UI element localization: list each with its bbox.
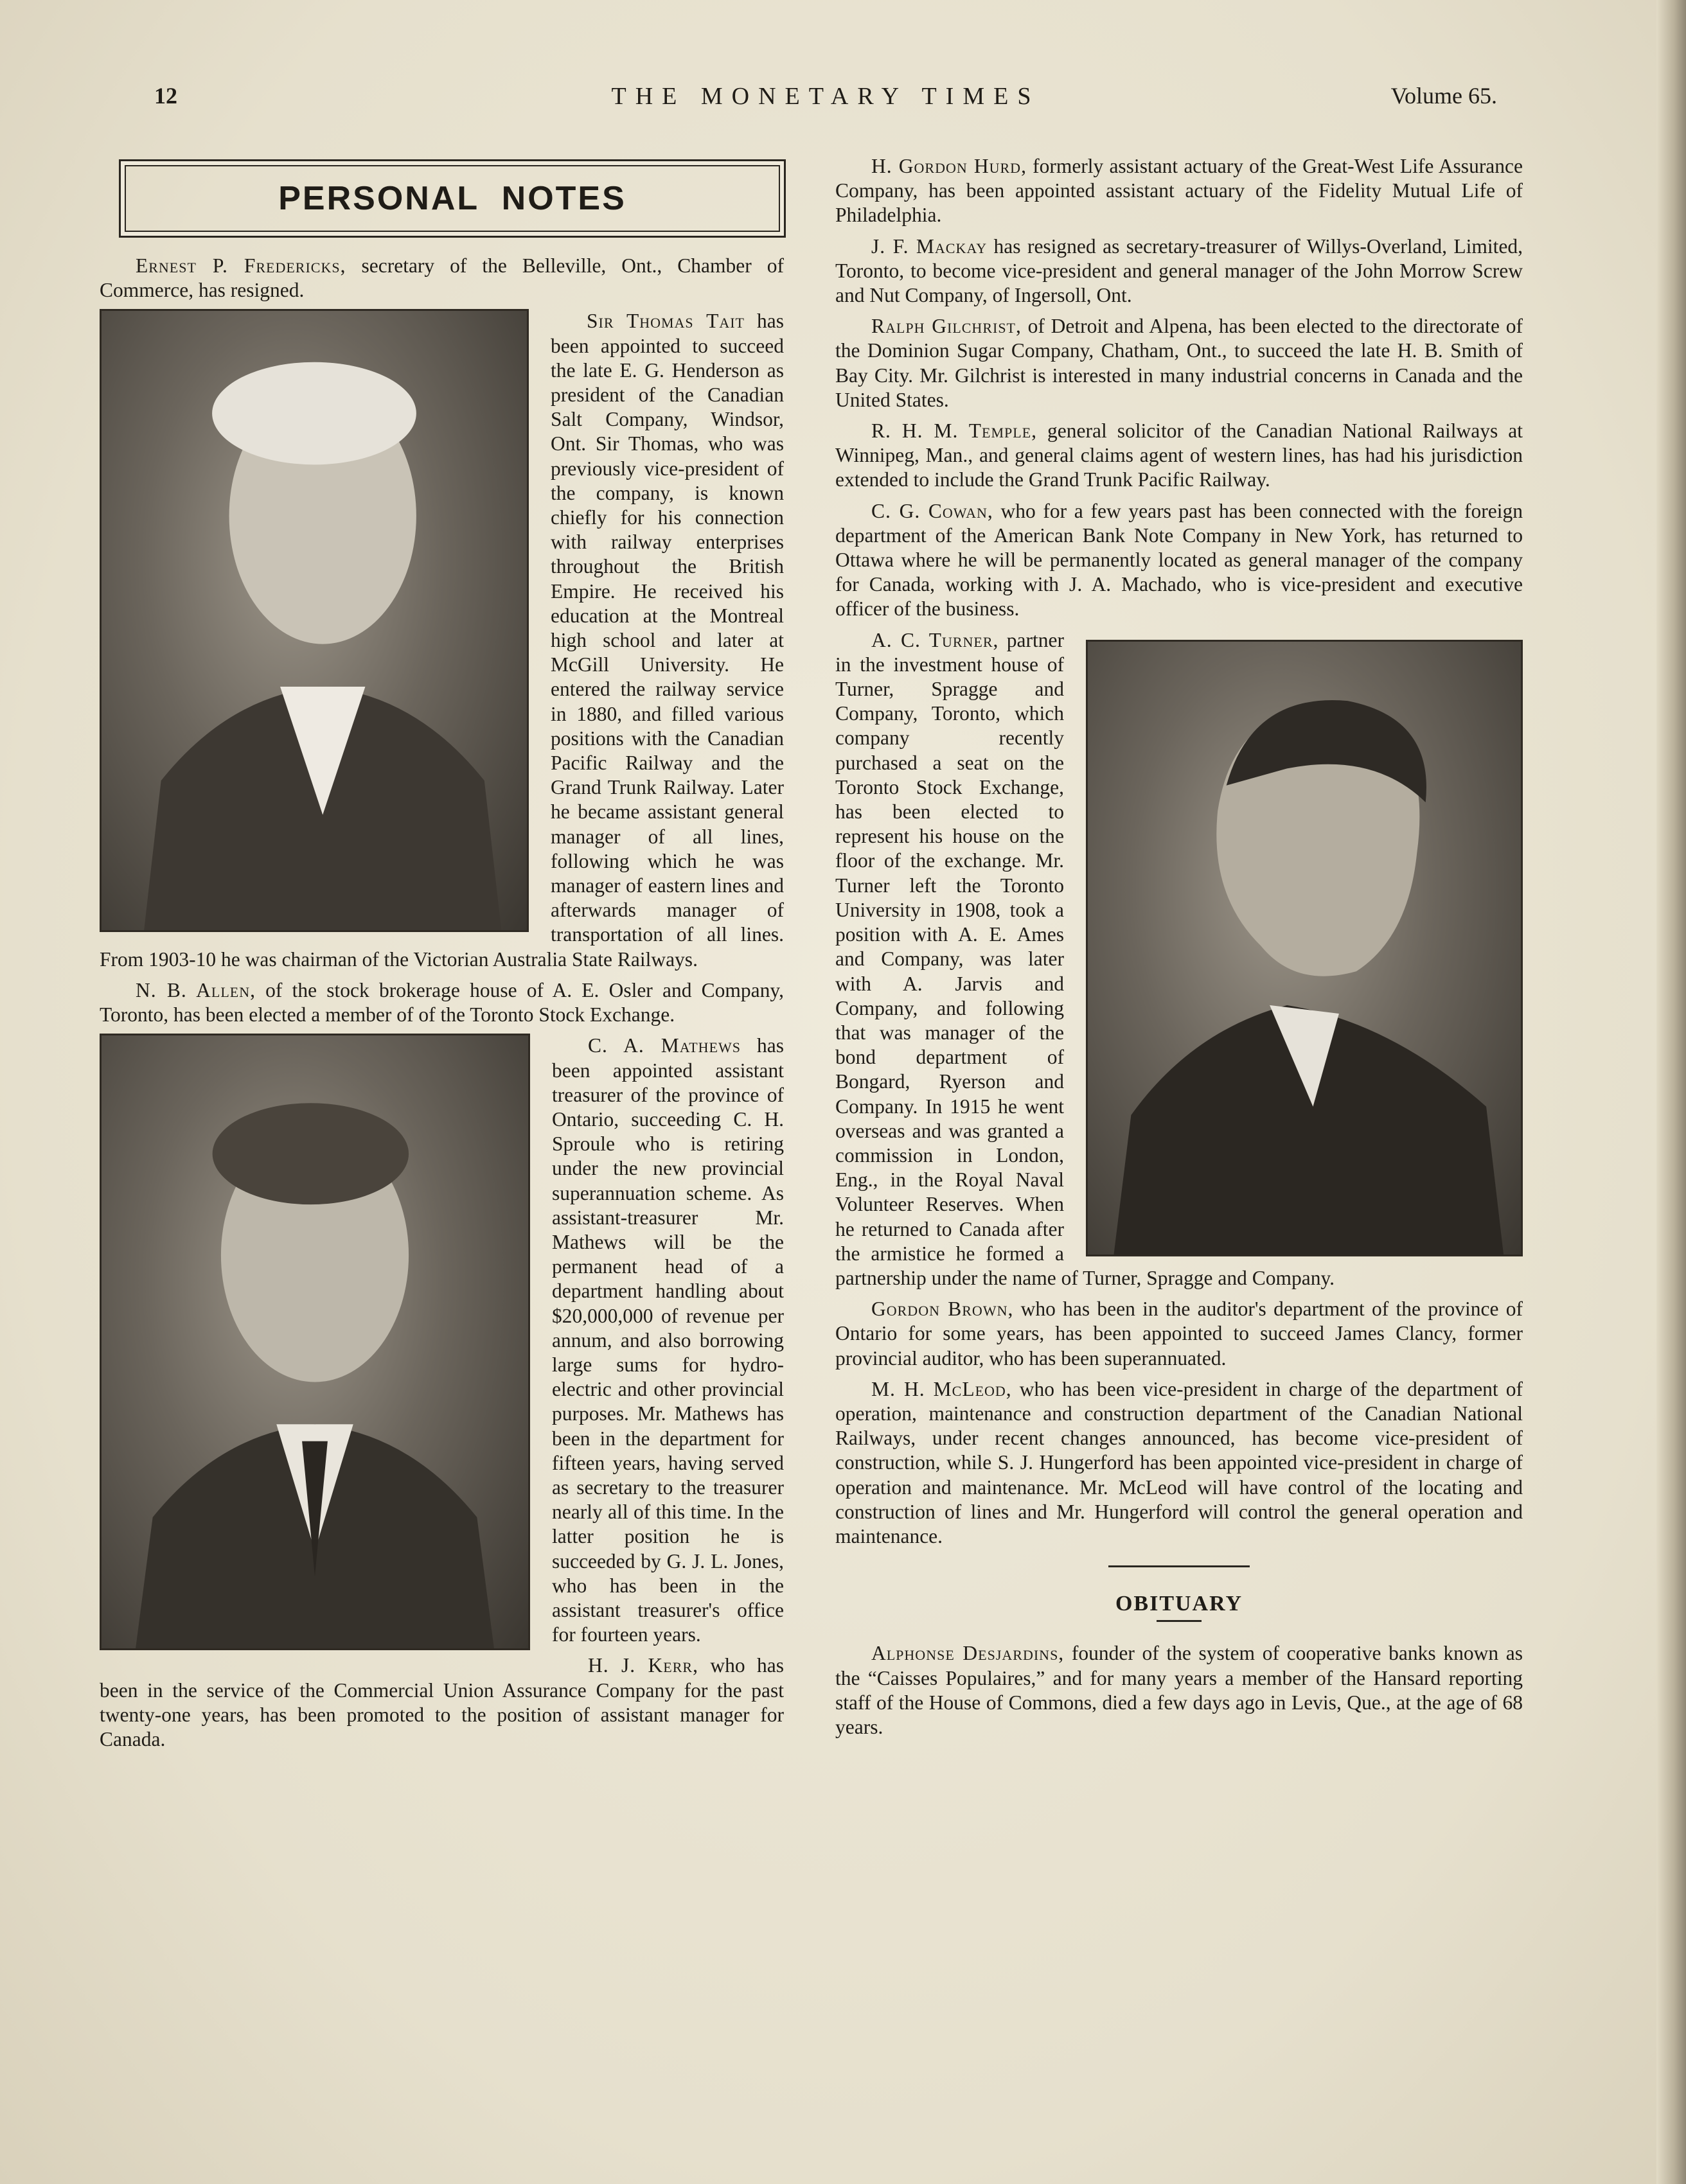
note-name: R. H. M. Temple, <box>871 419 1038 443</box>
portrait-photo-mathews <box>100 1034 530 1650</box>
note-text: who has been in the service of the Commercial Union Assurance Company for the past twenty-one years, has been promoted to the position of assistant manager for Canada. <box>100 1654 784 1750</box>
volume-label: Volume 65. <box>1390 83 1497 109</box>
publication-title: THE MONETARY TIMES <box>611 83 1040 110</box>
portrait-photo-turner <box>1086 640 1523 1256</box>
note-hurd <box>835 154 1523 228</box>
note-text: who has been vice-president in charge of the department of operation, maintenance and construction department of the Canadian National Railways, under recent changes announced, has become vice-president of construction, while S. J. Hungerford has been appointed vice-president in charge of operation and maintenance. Mr. McLeod will have control of the locating and construction of lines and Mr. Hungerford will control the general operation and maintenance. <box>835 1377 1523 1547</box>
section-divider <box>1108 1565 1250 1567</box>
note-turner <box>835 628 1523 1290</box>
right-column <box>835 154 1523 1746</box>
note-text: has been appointed to succeed the late E. G. Henderson as president of the Canadian Salt Company, Windsor, Ont. Sir Thomas, who was previously vice-president of the company, is known chiefly for his connection with railway enterprises throughout the British Empire. He received his education at the Montreal high school and later at McGill University. He entered the railway service in 1880, and filled various positions with the Canadian Pacific Railway and the Grand Trunk Railway. Later he became assistant general manager of all lines, following which he was manager of eastern lines and afterwards manager of transportation of all lines. From 1903-10 he was chairman of the Victorian Australia State Railways. <box>100 310 784 971</box>
note-name: Sir Thomas Tait <box>587 310 745 333</box>
note-brown <box>835 1297 1523 1371</box>
note-name: Ralph Gilchrist, <box>871 315 1022 338</box>
note-name: J. F. Mackay <box>871 234 988 258</box>
note-mcleod <box>835 1377 1523 1549</box>
note-desjardins <box>835 1641 1523 1739</box>
section-title: PERSONAL NOTES <box>278 180 626 217</box>
note-text: general solicitor of the Canadian National Railways at Winnipeg, Man., and general claims agent of western lines, has had his jurisdiction extended to include the Grand Trunk Pacific Railway. <box>835 419 1523 491</box>
book-spine-shadow <box>1656 0 1686 2184</box>
note-text: who has been in the auditor's department of the province of Ontario for some years, has been appointed to succeed James Clancy, former provincial auditor, who has been superannuated. <box>835 1298 1523 1369</box>
note-text: has been appointed assistant treasurer of the province of Ontario, succeeding C. H. Sproule who is retiring under the new provincial superannuation scheme. As assistant-treasurer Mr. Mathews will be the permanent head of a department handling about $20,000,000 of revenue per annum, and also borrowing large sums for hydro-electric and other provincial purposes. Mr. Mathews has been in the department for fifteen years, having served as secretary to the treasurer nearly all of this time. In the latter position he is succeeded by G. J. L. Jones, who has been in the assistant treasurer's office for fourteen years. <box>552 1034 784 1646</box>
note-mackay <box>835 234 1523 308</box>
note-name: M. H. McLeod, <box>871 1377 1012 1400</box>
note-name: C. G. Cowan, <box>871 499 993 522</box>
note-cowan <box>835 499 1523 622</box>
note-text: formerly assistant actuary of the Great-West Life Assurance Company, has been appointed assistant actuary of the Fidelity Mutual Life of Philadelphia. <box>835 155 1523 227</box>
note-name: A. C. Turner, <box>871 628 999 651</box>
portrait-silhouette <box>1088 642 1521 1255</box>
note-tait <box>100 309 784 971</box>
note-name: Gordon Brown, <box>871 1298 1014 1321</box>
heading-underline <box>1157 1620 1202 1622</box>
portrait-silhouette <box>102 1035 528 1648</box>
note-kerr <box>100 1653 784 1752</box>
note-fredericks <box>100 254 784 303</box>
note-name: H. Gordon Hurd, <box>871 155 1027 177</box>
portrait-silhouette <box>102 311 527 930</box>
note-mathews <box>100 1034 784 1647</box>
note-text: secretary of the Belleville, Ont., Chamber of Commerce, has resigned. <box>100 254 784 302</box>
obituary-heading: OBITUARY <box>1115 1592 1243 1616</box>
note-text: founder of the system of cooperative banks known as the “Caisses Populaires,” and for many years a member of the Hansard reporting staff of the House of Commons, died a few days ago in Levis, Que., at the age of 68 years. <box>835 1642 1523 1738</box>
note-text: has resigned as secretary-treasurer of Willys-Overland, Limited, Toronto, to become vice-president and general manager of the John Morrow Screw and Nut Company, of Ingersoll, Ont. <box>835 234 1523 307</box>
note-name: H. J. Kerr, <box>588 1654 698 1677</box>
note-gilchrist <box>835 314 1523 412</box>
section-title-box <box>119 159 786 238</box>
note-name: C. A. Mathews <box>588 1034 741 1057</box>
note-text: of Detroit and Alpena, has been elected to the directorate of the Dominion Sugar Company, Chatham, Ont., to succeed the late H. B. Smith of Bay City. Mr. Gilchrist is interested in many industrial concerns in Canada and the United States. <box>835 315 1523 411</box>
note-name: Ernest P. Fredericks, <box>136 254 346 277</box>
note-name: N. B. Allen, <box>136 978 256 1001</box>
page-header <box>154 82 1497 121</box>
note-temple <box>835 419 1523 493</box>
portrait-photo-tait <box>100 309 529 932</box>
note-name: Alphonse Desjardins, <box>871 1642 1065 1665</box>
note-allen <box>100 978 784 1027</box>
note-text: who for a few years past has been connected with the foreign department of the American Bank Note Company in New York, has returned to Ottawa where he will be permanently located as general manager of the company for Canada, working with J. A. Machado, who is vice-president and executive officer of the business. <box>835 499 1523 621</box>
note-text: partner in the investment house of Turner, Spragge and Company, Toronto, which company recently purchased a seat on the Toronto Stock Exchange, has been elected to represent his house on the floor of the exchange. Mr. Turner left the Toronto University in 1908, took a position with A. E. Ames and Company, was later with A. Jarvis and Company, and following that was manager of the bond department of Bongard, Ryerson and Company. In 1915 he went overseas and was granted a commission in London, Eng., in the Royal Naval Volunteer Reserves. When he returned to Canada after the armistice he formed a partnership under the name of Turner, Spragge and Company. <box>835 628 1335 1289</box>
note-text: of the stock brokerage house of A. E. Osler and Company, Toronto, has been elected a member of of the Toronto Stock Exchange. <box>100 978 784 1026</box>
page-number: 12 <box>154 83 177 109</box>
left-column <box>100 254 784 1758</box>
